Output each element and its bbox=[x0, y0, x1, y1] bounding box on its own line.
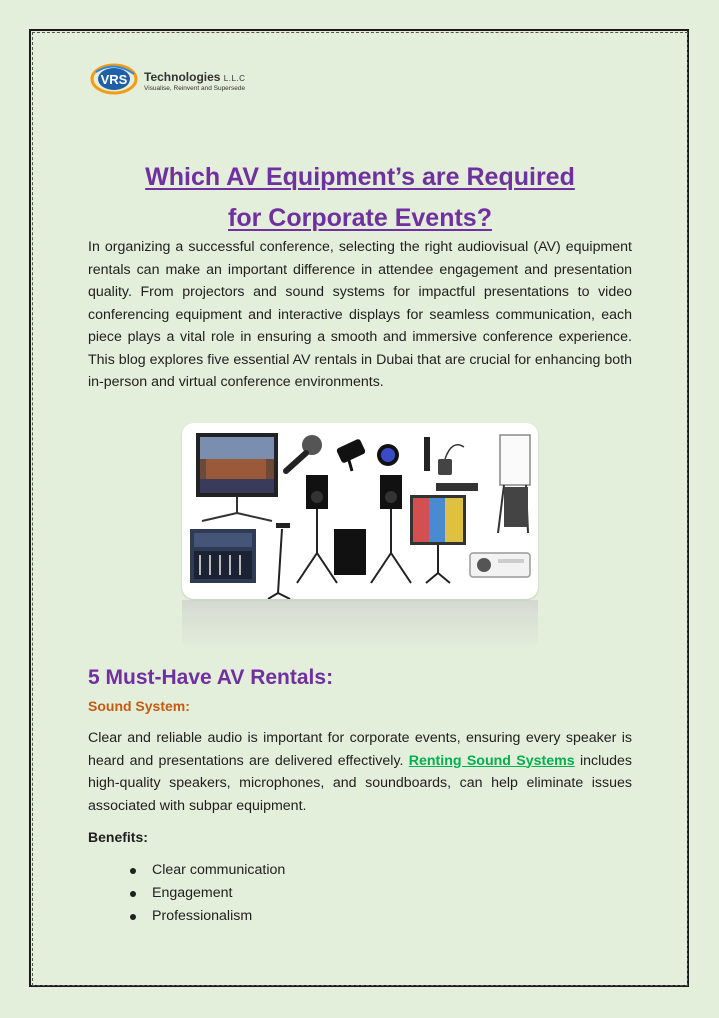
tripod-screen-icon bbox=[410, 495, 466, 583]
mic-stand-icon bbox=[268, 523, 290, 599]
subwoofer-icon bbox=[334, 529, 366, 575]
led-par-light-icon bbox=[377, 444, 399, 466]
company-logo bbox=[90, 62, 260, 98]
section-heading: 5 Must-Have AV Rentals: bbox=[88, 666, 334, 689]
speaker-left-icon bbox=[297, 475, 337, 583]
intro-paragraph: In organizing a successful conference, selecting the right audiovisual (AV) equipment rentals can make an important difference in attendee engagement and presentation quality. From projectors and sound systems for impactful presentations to video conferencing equipment and interactive displays for seamless communication, each piece plays a vital role in ensuring a smooth and immersive conference experience. This blog explores five essential AV rentals in Dubai that are crucial for enhancing both in-person and virtual conference environments. bbox=[88, 239, 632, 390]
av-equipment-illustration bbox=[182, 423, 538, 599]
benefit-item: Professionalism bbox=[130, 905, 285, 928]
projector-icon bbox=[470, 553, 530, 577]
logo-company-suffix: L.L.C bbox=[223, 74, 246, 83]
sound-system-subheading: Sound System: bbox=[88, 698, 190, 714]
logo-tagline: Visualise, Reinvent and Supersede bbox=[144, 85, 246, 92]
image-reflection bbox=[182, 600, 538, 650]
sound-system-text-before-link: Clear and reliable audio is important for corporate events, ensuring every speaker is heard and presentations are delivered effectively. bbox=[88, 730, 632, 769]
benefits-label: Benefits: bbox=[88, 829, 148, 845]
page-title bbox=[88, 157, 632, 239]
title-line-1: Which AV Equipment’s are Required bbox=[145, 163, 575, 191]
renting-sound-systems-link[interactable]: Renting Sound Systems bbox=[408, 752, 575, 769]
benefits-list bbox=[130, 859, 285, 928]
stage-light-icon bbox=[336, 438, 366, 471]
vrs-logo-mark-icon bbox=[90, 62, 142, 96]
sound-system-paragraph bbox=[88, 727, 632, 817]
logo-company-name bbox=[144, 70, 245, 84]
projection-screen-icon bbox=[196, 433, 278, 521]
wireless-mic-kit-icon bbox=[424, 437, 478, 491]
av-equipment-image bbox=[182, 423, 538, 599]
benefit-item: Engagement bbox=[130, 882, 285, 905]
title-line-2: for Corporate Events? bbox=[228, 204, 492, 232]
benefit-item: Clear communication bbox=[130, 859, 285, 882]
logo-company-name-text: Technologies bbox=[144, 70, 221, 84]
logo-mark-text: VRS bbox=[100, 72, 128, 87]
microphone-icon bbox=[286, 435, 322, 471]
sound-system-text-after-link: includes high-quality speakers, microphones, and soundboards, can help eliminate issues associated with subpar equipment. bbox=[88, 752, 632, 814]
speaker-right-icon bbox=[371, 475, 411, 583]
flipchart-icon bbox=[498, 435, 530, 533]
audio-mixer-icon bbox=[190, 529, 256, 583]
